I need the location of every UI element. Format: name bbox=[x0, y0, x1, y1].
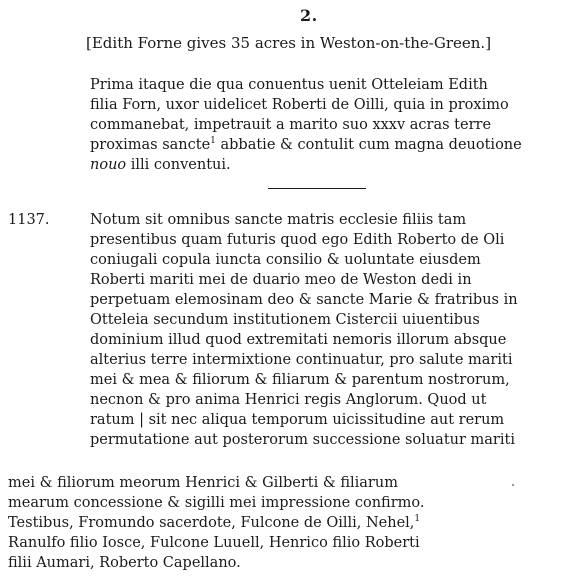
text-line: coniugali copula iuncta consilio & uoluntate eiusdem bbox=[90, 252, 481, 268]
text-line: Ranulfo filio Iosce, Fulcone Luuell, Henrico filio Roberti bbox=[8, 535, 420, 551]
text-segment: proximas sancte bbox=[90, 137, 211, 153]
text-line: Prima itaque die qua conuentus uenit Otteleiam Edith bbox=[90, 77, 488, 93]
text-line: mei & filiorum meorum Henrici & Gilberti & filiarum bbox=[8, 475, 398, 491]
text-line: mearum concessione & sigilli mei impressione confirmo. bbox=[8, 495, 425, 511]
text-line: filia Forn, uxor uidelicet Roberti de Oilli, quia in proximo bbox=[90, 97, 509, 113]
text-line: filii Aumari, Roberto Capellano. bbox=[8, 555, 241, 571]
text-segment: illi conventui. bbox=[126, 157, 231, 173]
text-line: presentibus quam futuris quod ego Edith Roberto de Oli bbox=[90, 232, 505, 248]
year-marker: 1137. bbox=[8, 212, 50, 228]
text-segment: abbatie & contulit cum magna deuotione bbox=[215, 137, 522, 153]
document-number: 2. bbox=[300, 6, 318, 25]
footnote-marker: 1 bbox=[210, 136, 216, 146]
text-line: Notum sit omnibus sancte matris ecclesie filiis tam bbox=[90, 212, 467, 228]
text-line bbox=[8, 513, 508, 533]
text-line bbox=[90, 155, 560, 175]
text-line: ratum | sit nec aliqua temporum uicissitudine aut rerum bbox=[90, 412, 505, 428]
footnote-marker: 1 bbox=[414, 514, 421, 524]
page-break-gap bbox=[0, 462, 575, 470]
paragraph-witnesses bbox=[8, 473, 508, 573]
text-line: Roberti mariti mei de duario meo de Weston dedi in bbox=[90, 272, 472, 288]
text-line: necnon & pro anima Henrici regis Anglorum. Quod ut bbox=[90, 392, 487, 408]
document-heading: [Edith Forne gives 35 acres in Weston-on-the-Green.] bbox=[86, 34, 492, 52]
text-line bbox=[90, 135, 560, 155]
text-line: permutatione aut posterorum successione soluatur mariti bbox=[90, 432, 515, 448]
text-line: mei & mea & filiorum & filiarum & parentum nostrorum, bbox=[90, 372, 510, 388]
text-line: dominium illud quod extremitati nemoris illorum absque bbox=[90, 332, 507, 348]
section-divider bbox=[268, 188, 366, 189]
paragraph-opening bbox=[90, 75, 560, 175]
text-line: alterius terre intermixtione continuatur, pro salute mariti bbox=[90, 352, 513, 368]
text-line: commanebat, impetrauit a marito suo xxxv acras terre bbox=[90, 117, 492, 133]
text-line: perpetuam elemosinam deo & sancte Marie & fratribus in bbox=[90, 292, 518, 308]
italic-word: nouo bbox=[90, 157, 127, 173]
paragraph-charter bbox=[90, 210, 566, 450]
text-line: Otteleia secundum institutionem Cistercii uiuentibus bbox=[90, 312, 480, 328]
text-segment: Testibus, Fromundo sacerdote, Fulcone de Oilli, Nehel, bbox=[8, 515, 415, 531]
scan-speck bbox=[512, 484, 514, 486]
